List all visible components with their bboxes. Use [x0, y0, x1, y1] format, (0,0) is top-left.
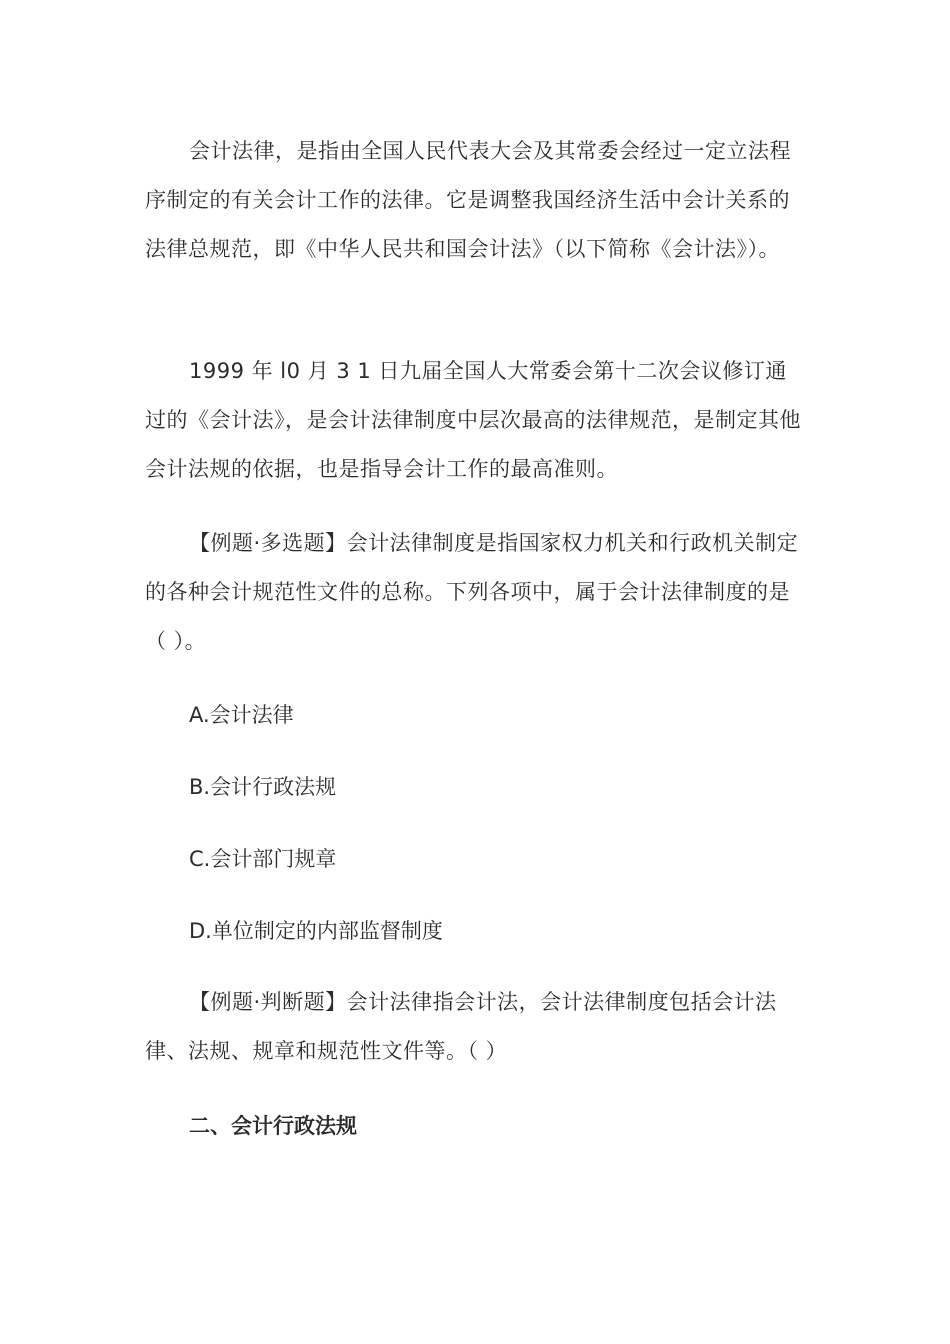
question-multiple-choice: 【例题·多选题】会计法律制度是指国家权力机关和行政机关制定的各种会计规范性文件的总称。下列各项中，属于会计法律制度的是（ ）。	[145, 531, 799, 653]
paragraph-accounting-law-definition: 会计法律，是指由全国人民代表大会及其常委会经过一定立法程序制定的有关会计工作的法律。它是调整我国经济生活中会计关系的法律总规范，即《中华人民共和国会计法》（以下简称《会计法》）。	[145, 139, 791, 261]
question-true-false: 【例题·判断题】会计法律指会计法，会计法律制度包括会计法律、法规、规章和规范性文件等。（ ）	[145, 990, 777, 1063]
option-a: A.会计法律	[189, 703, 294, 727]
section-heading: 二、会计行政法规	[189, 1114, 357, 1138]
option-b: B.会计行政法规	[189, 775, 337, 799]
option-d: D.单位制定的内部监督制度	[189, 919, 443, 943]
option-c: C.会计部门规章	[189, 847, 337, 871]
paragraph-accounting-law-revision: 1999 年 l0 月 3 1 日九届全国人大常委会第十二次会议修订通过的《会计法》，是会计法律制度中层次最高的法律规范，是制定其他会计法规的依据，也是指导会计工作的最高准则。	[145, 359, 801, 481]
